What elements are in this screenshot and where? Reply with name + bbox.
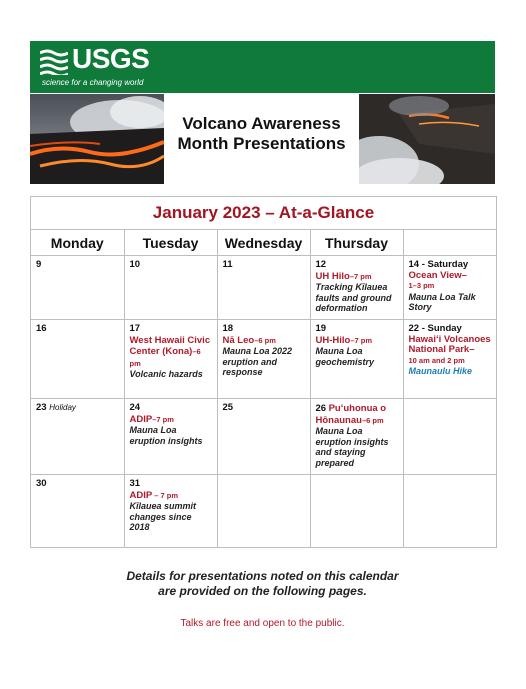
day-date: 12: [315, 259, 327, 270]
event-location: ADIP: [129, 489, 153, 501]
free-talks-note: Talks are free and open to the public.: [180, 618, 345, 629]
day-cell: [310, 399, 403, 475]
event-location: Puʻuhonua o Hōnaunau: [315, 403, 387, 426]
event-location: Ocean View–: [408, 269, 467, 281]
day-cell: [403, 399, 496, 475]
day-cell: [31, 320, 124, 399]
event-time: 10 am and 2 pm: [408, 355, 465, 365]
day-header: Thursday: [310, 230, 403, 256]
event-time: – 7 pm: [152, 490, 179, 500]
page-title: [164, 114, 359, 154]
day-cell: [403, 475, 496, 548]
event-description: Mauna Loa Talk Story: [408, 291, 476, 312]
calendar-heading: January 2023 – At-a-Glance: [31, 197, 496, 230]
day-header: [403, 230, 496, 256]
volcano-photo-left: [30, 94, 164, 184]
day-cell: [403, 320, 496, 399]
event-time: 1–3 pm: [408, 281, 435, 290]
event-description: Volcanic hazards: [129, 369, 203, 379]
day-cell: [310, 475, 403, 548]
event-location: Hawaiʻi Volcanoes National Park–: [408, 333, 491, 355]
title-line-1: Volcano Awareness: [182, 114, 341, 133]
day-date: 14 - Saturday: [408, 259, 469, 270]
event-time: –7 pm: [350, 335, 373, 345]
day-cell: [124, 320, 217, 399]
event-time: –7 pm: [152, 414, 174, 424]
day-date: 17: [129, 323, 141, 334]
calendar: [30, 196, 497, 548]
day-date: 18: [222, 323, 234, 334]
day-date: 26: [315, 403, 327, 414]
calendar-week: [31, 320, 496, 399]
day-date: 9: [36, 259, 42, 270]
day-date: [36, 403, 120, 414]
details-note-line-1: Details for presentations noted on this calendar: [126, 569, 399, 583]
event-description: Mauna Loa geochemistry: [315, 346, 375, 367]
day-cell: [31, 475, 124, 548]
usgs-banner: [30, 41, 495, 93]
event-location: UH Hilo: [315, 270, 350, 282]
holiday-label: Holiday: [49, 403, 76, 412]
day-cell: [31, 399, 124, 475]
day-date: 31: [129, 478, 141, 489]
day-header: Monday: [31, 230, 124, 256]
calendar-week: [31, 399, 496, 475]
day-date: 30: [36, 478, 47, 489]
day-header: Tuesday: [124, 230, 217, 256]
day-cell: [124, 399, 217, 475]
details-note: [30, 569, 495, 599]
event-time: –6 pm: [254, 335, 276, 345]
day-header-row: [31, 230, 496, 256]
event-description: Tracking Kīlauea faults and ground deformation: [315, 282, 392, 313]
day-cell: [217, 475, 310, 548]
day-cell: [217, 320, 310, 399]
day-cell: [310, 320, 403, 399]
calendar-week: [31, 475, 496, 548]
day-date-number: 23: [36, 402, 47, 413]
title-line-2: Month Presentations: [177, 134, 346, 153]
day-date: 25: [222, 402, 234, 413]
day-date: 10: [129, 259, 141, 270]
event-time: –6 pm: [361, 415, 384, 425]
day-date: 24: [129, 402, 141, 413]
event-hike-label: Maunaulu Hike: [408, 366, 473, 376]
event-location: Nā Leo: [222, 334, 255, 346]
day-header: Wednesday: [217, 230, 310, 256]
event-time: –7 pm: [349, 271, 372, 281]
day-cell: [310, 256, 403, 320]
day-date: 16: [36, 323, 47, 334]
event-location: ADIP: [129, 413, 153, 425]
day-date: 19: [315, 323, 327, 334]
day-cell: [124, 256, 217, 320]
calendar-grid: [31, 230, 496, 547]
day-date: 11: [222, 259, 233, 270]
calendar-week: [31, 256, 496, 320]
day-cell: [31, 256, 124, 320]
event-location: West Hawaii Civic Center (Kona): [129, 334, 211, 357]
event-description: Mauna Loa eruption insights and staying prepared: [315, 426, 389, 468]
logo-tagline: science for a changing world: [42, 78, 144, 87]
volcano-photo-right: [359, 94, 495, 184]
usgs-logo-icon: [40, 49, 68, 75]
logo-text: USGS: [72, 43, 150, 74]
day-date: 22 - Sunday: [408, 323, 462, 334]
event-description: Mauna Loa eruption insights: [129, 425, 203, 446]
event-description: Mauna Loa 2022 eruption and response: [222, 346, 293, 377]
event-time: –6 pm: [129, 347, 201, 368]
event-location: UH-Hilo: [315, 334, 351, 346]
details-note-line-2: are provided on the following pages.: [158, 584, 367, 598]
day-cell: [217, 399, 310, 475]
event-description: Kīlauea summit changes since 2018: [129, 501, 197, 532]
day-cell: [124, 475, 217, 548]
day-cell: [403, 256, 496, 320]
day-cell: [217, 256, 310, 320]
